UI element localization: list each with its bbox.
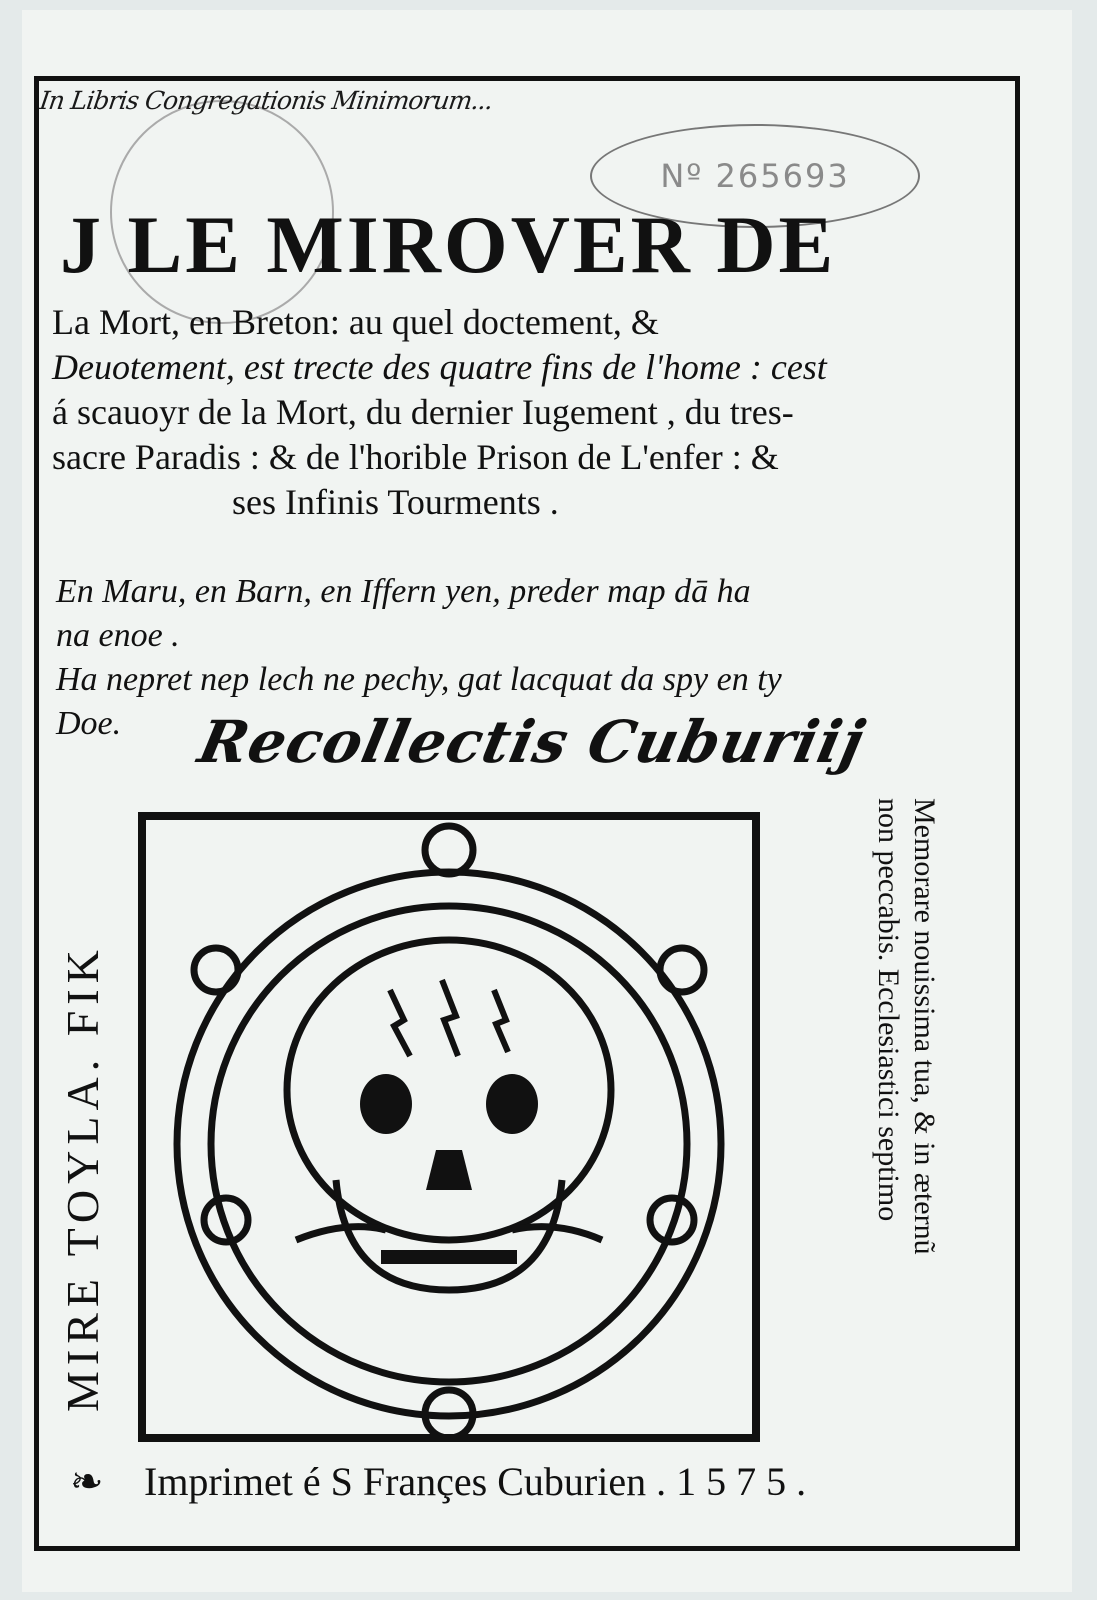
skull-woodcut: [138, 812, 760, 1442]
library-stamp-number: Nº 265693: [590, 124, 920, 228]
verse-line: na enoe .: [56, 617, 180, 654]
motto-line: non peccabis. Ecclesiastici septimo: [872, 798, 905, 1222]
ring-knob-top: [425, 826, 473, 874]
ring-knob-upper-left: [194, 948, 238, 992]
skull-nose: [426, 1150, 472, 1190]
title-initial: J: [60, 199, 104, 290]
title-description: [52, 300, 932, 525]
description-line: Deuotement, est trecte des quatre fins de l'home : cest: [52, 347, 827, 387]
outer-ring: [177, 872, 721, 1416]
book-title: [60, 198, 836, 292]
skull-eye-right: [486, 1074, 538, 1134]
manuscript-ownership-note: In Libris Congregationis Minimorum...: [37, 86, 495, 115]
vertical-motto-right: [870, 798, 942, 1255]
manuscript-signature: Recollectis Cuburiij: [192, 708, 871, 776]
description-line: ses Infinis Tourments .: [232, 482, 559, 522]
struck-manuscript-note: [240, 520, 1010, 558]
ring-knob-upper-right: [660, 948, 704, 992]
skull-jaw: [336, 1180, 562, 1290]
vertical-motto-left: MIRE TOYLA. FIK: [57, 944, 108, 1412]
skull-woodcut-illustration: [146, 820, 752, 1434]
description-line: La Mort, en Breton: au quel doctement, &: [52, 302, 659, 342]
imprint-line: [70, 1458, 950, 1505]
verse-line: En Maru, en Barn, en Iffern yen, preder map dā ha: [56, 573, 751, 610]
description-line: sacre Paradis : & de l'horible Prison de L'enfer : &: [52, 437, 779, 477]
verse-line: Ha nepret nep lech ne pechy, gat lacquat da spy en ty: [56, 661, 782, 698]
title-text: LE MIROVER DE: [127, 199, 837, 290]
description-line: á scauoyr de la Mort, du dernier Iugement , du tres-: [52, 392, 794, 432]
verse-line: Doe.: [56, 705, 122, 742]
inner-ring: [211, 906, 687, 1382]
motto-line: Memorare nouissima tua, & in æternũ: [908, 798, 941, 1255]
fleuron-icon: ❧: [70, 1459, 104, 1504]
skull-eye-left: [360, 1074, 412, 1134]
skull-teeth: [381, 1250, 517, 1264]
skull-cracks: [390, 980, 508, 1056]
imprint-text: Imprimet é S Françes Cuburien . 1 5 7 5 .: [144, 1459, 807, 1504]
